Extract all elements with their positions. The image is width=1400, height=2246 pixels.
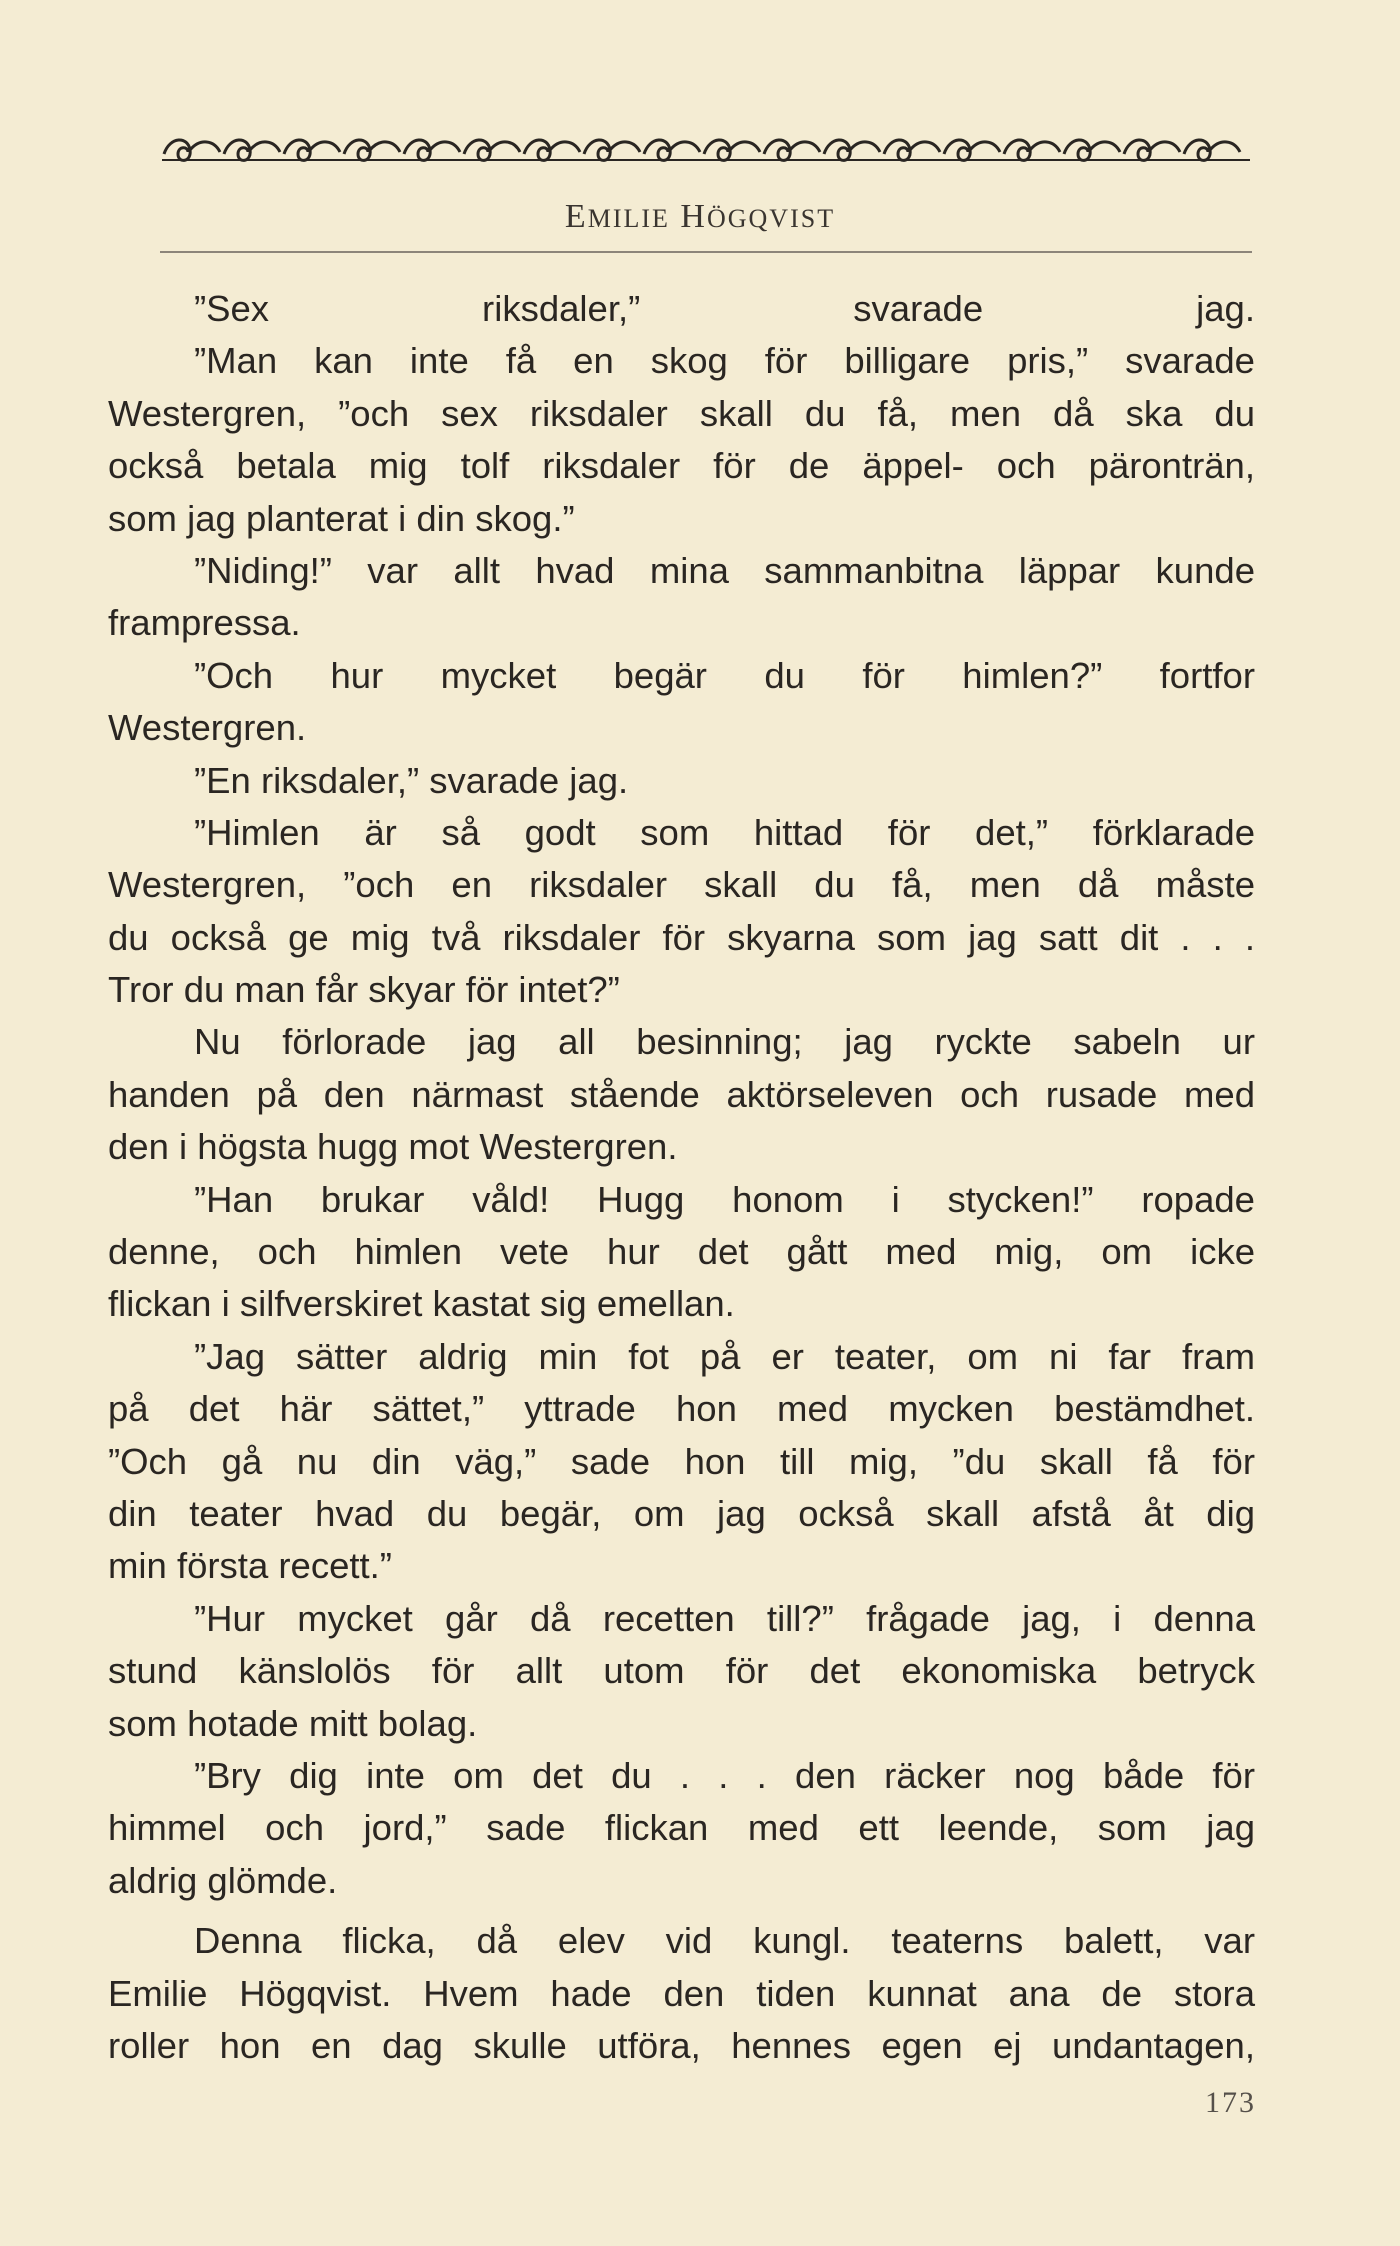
scroll-motif bbox=[704, 140, 760, 160]
text-line: Tror du man får skyar för intet?” bbox=[108, 969, 620, 1011]
text-line: din teater hvad du begär, om jag också skall afstå åt dig bbox=[108, 1492, 1255, 1534]
text-line: denne, och himlen vete hur det gått med mig, om icke bbox=[108, 1231, 1255, 1273]
body-text bbox=[108, 283, 1255, 2072]
text-line: Nu förlorade jag all besinning; jag ryckte sabeln ur bbox=[194, 1021, 1255, 1063]
scroll-motif bbox=[1004, 140, 1060, 160]
scroll-motif bbox=[284, 140, 340, 160]
scroll-motif bbox=[644, 140, 700, 160]
text-line: Westergren. bbox=[108, 707, 307, 749]
scroll-motif bbox=[764, 140, 820, 160]
text-line: Denna flicka, då elev vid kungl. teaterns balett, var bbox=[194, 1920, 1255, 1962]
text-line: min första recett.” bbox=[108, 1545, 392, 1587]
text-line: ”Och hur mycket begär du för himlen?” fortfor bbox=[194, 654, 1255, 696]
text-line: ”Niding!” var allt hvad mina sammanbitna läppar kunde bbox=[194, 549, 1255, 591]
text-line: himmel och jord,” sade flickan med ett leende, som jag bbox=[108, 1807, 1255, 1849]
text-line: ”En riksdaler,” svarade jag. bbox=[194, 759, 629, 801]
text-line: ”Sex riksdaler,” svarade jag. bbox=[194, 288, 1255, 329]
scroll-motif bbox=[344, 140, 400, 160]
text-line: den i högsta hugg mot Westergren. bbox=[108, 1126, 678, 1168]
header-divider bbox=[160, 251, 1252, 253]
header-author-first: EMILIE bbox=[564, 198, 670, 235]
scroll-motif bbox=[164, 140, 220, 160]
text-line: ”Jag sätter aldrig min fot på er teater, om ni far fram bbox=[194, 1335, 1255, 1377]
scroll-motif bbox=[524, 140, 580, 160]
text-line: frampressa. bbox=[108, 602, 301, 644]
text-line: Emilie Högqvist. Hvem hade den tiden kunnat ana de stora bbox=[108, 1972, 1255, 2014]
header-author-last: HÖGQVIST bbox=[680, 198, 836, 235]
scroll-motif bbox=[884, 140, 940, 160]
scroll-motif bbox=[1064, 140, 1120, 160]
text-line: Westergren, ”och sex riksdaler skall du få, men då ska du bbox=[108, 392, 1255, 434]
scroll-motif bbox=[1184, 140, 1240, 160]
scroll-motif bbox=[1124, 140, 1180, 160]
scroll-motif bbox=[464, 140, 520, 160]
scroll-motif bbox=[404, 140, 460, 160]
scroll-motif bbox=[824, 140, 880, 160]
text-line: ”Man kan inte få en skog för billigare pris,” svarade bbox=[194, 340, 1255, 382]
text-line: också betala mig tolf riksdaler för de äppel- och päronträn, bbox=[108, 445, 1255, 487]
running-header bbox=[0, 198, 1400, 236]
text-line: ”Han brukar våld! Hugg honom i stycken!” ropade bbox=[194, 1178, 1255, 1220]
text-line: stund känslolös för allt utom för det ekonomiska betryck bbox=[108, 1650, 1255, 1692]
scroll-motif bbox=[584, 140, 640, 160]
text-line: du också ge mig två riksdaler för skyarna som jag satt dit . . . bbox=[108, 916, 1255, 958]
page-number: 173 bbox=[1205, 2086, 1256, 2119]
text-line: Westergren, ”och en riksdaler skall du få, men då måste bbox=[108, 864, 1255, 906]
text-line: som hotade mitt bolag. bbox=[108, 1702, 478, 1744]
text-line: roller hon en dag skulle utföra, hennes egen ej undantagen, bbox=[108, 2024, 1255, 2066]
scroll-motif bbox=[224, 140, 280, 160]
scroll-motif bbox=[944, 140, 1000, 160]
text-line: på det här sättet,” yttrade hon med mycken bestämdhet. bbox=[108, 1388, 1255, 1430]
text-line: som jag planterat i din skog.” bbox=[108, 497, 575, 539]
text-line: aldrig glömde. bbox=[108, 1859, 338, 1901]
text-line: ”Hur mycket går då recetten till?” frågade jag, i denna bbox=[194, 1597, 1255, 1639]
text-line: ”Och gå nu din väg,” sade hon till mig, ”du skall få för bbox=[108, 1440, 1255, 1482]
text-line: ”Himlen är så godt som hittad för det,” förklarade bbox=[194, 811, 1255, 853]
text-line: flickan i silfverskiret kastat sig emellan. bbox=[108, 1283, 735, 1325]
text-line: ”Bry dig inte om det du . . . den räcker nog både för bbox=[194, 1754, 1255, 1796]
decorative-scroll-border bbox=[160, 130, 1252, 170]
text-line: handen på den närmast stående aktörseleven och rusade med bbox=[108, 1073, 1255, 1115]
